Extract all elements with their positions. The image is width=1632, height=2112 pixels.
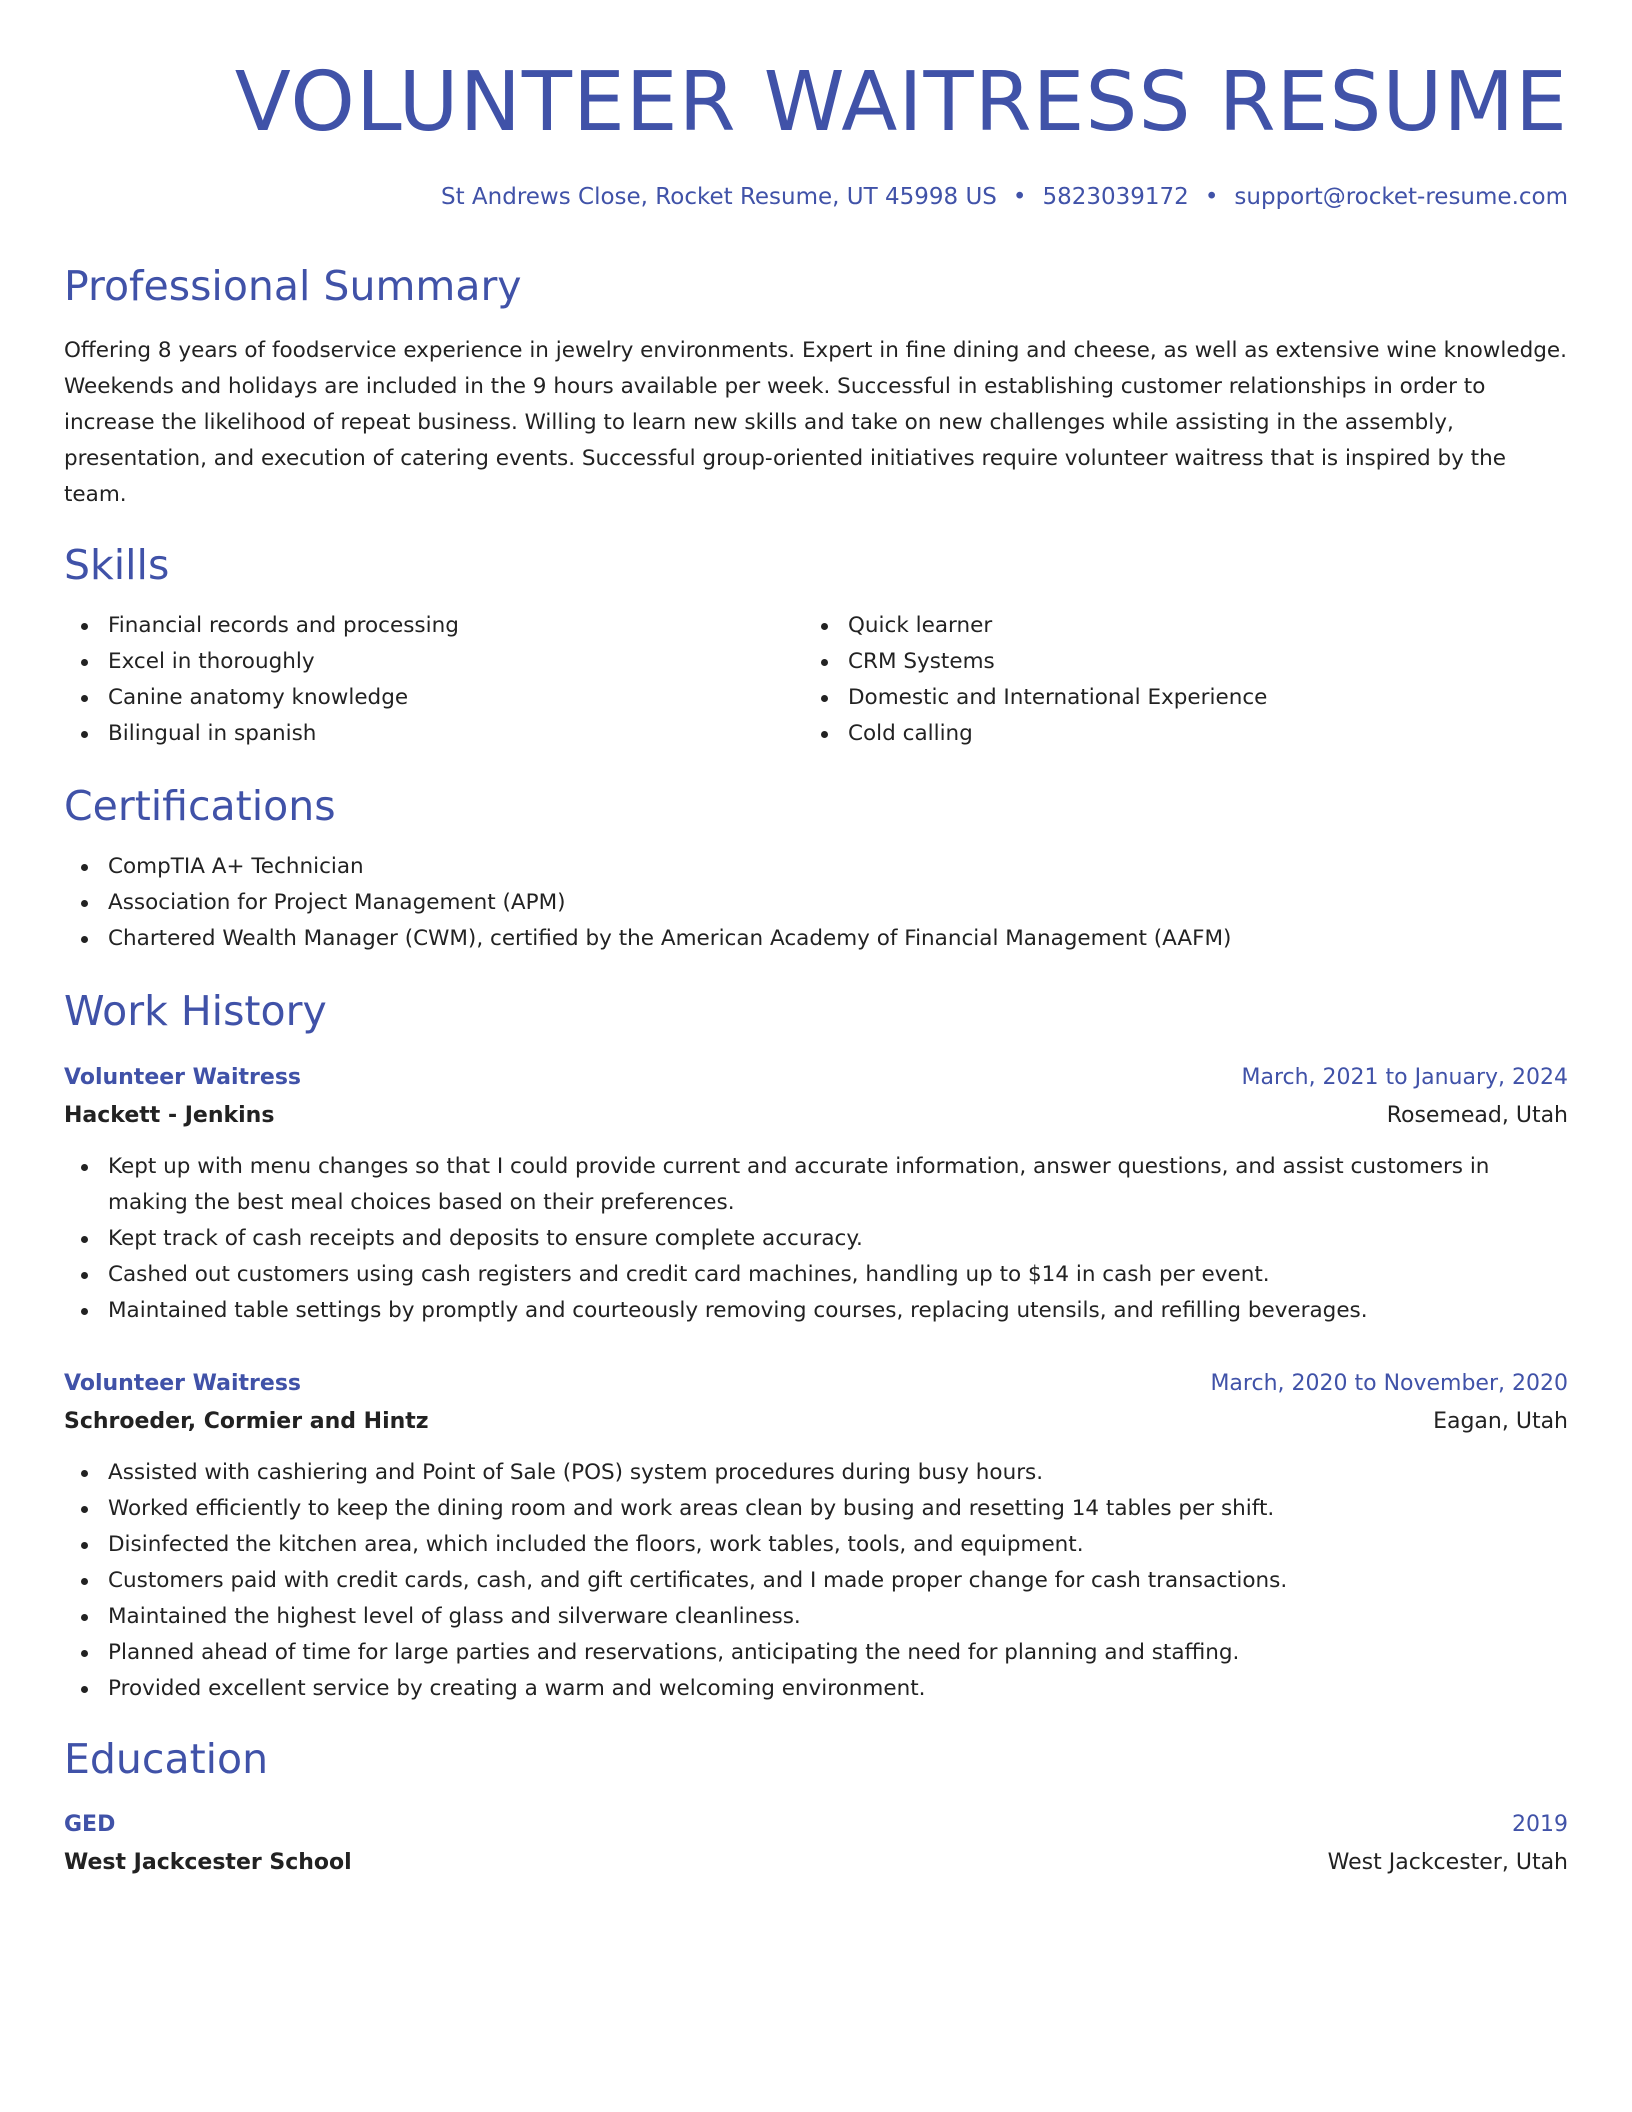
job-location: Rosemead, Utah	[1386, 1102, 1568, 1128]
skills-grid	[64, 608, 1568, 752]
education-year: 2019	[1512, 1811, 1568, 1837]
skills-heading: Skills	[64, 541, 170, 590]
skills-section	[64, 541, 1568, 752]
education-school: West Jackcester School	[64, 1849, 352, 1875]
job-employer-row	[64, 1097, 1568, 1135]
skill-item: Quick learner	[804, 608, 1544, 644]
contact-separator: •	[1012, 184, 1027, 211]
skill-item: Excel in thoroughly	[64, 644, 804, 680]
skill-item: Canine anatomy knowledge	[64, 680, 804, 716]
job-duty-item: Provided excellent service by creating a warm and welcoming environment.	[64, 1671, 1568, 1707]
certification-item: CompTIA A+ Technician	[64, 849, 1568, 885]
job-duties-list	[64, 1149, 1568, 1329]
job-location: Eagan, Utah	[1433, 1408, 1568, 1434]
job-title-row	[64, 1059, 1568, 1097]
summary-section	[64, 262, 1568, 513]
job-duty-item: Cashed out customers using cash registers and credit card machines, handling up to $14 in cash per event.	[64, 1257, 1568, 1293]
job-title: Volunteer Waitress	[64, 1370, 302, 1396]
job-entry	[64, 1059, 1568, 1329]
education-location: West Jackcester, Utah	[1327, 1849, 1568, 1875]
contact-email: support@rocket-resume.com	[1234, 184, 1568, 211]
work-history-heading: Work History	[64, 987, 327, 1036]
job-duty-item: Customers paid with credit cards, cash, and gift certificates, and I made proper change for cash transactions.	[64, 1563, 1568, 1599]
job-duty-item: Maintained table settings by promptly and courteously removing courses, replacing utensils, and refilling beverages.	[64, 1293, 1568, 1329]
summary-heading: Professional Summary	[64, 261, 522, 310]
skills-left-list	[64, 608, 804, 752]
job-duty-item: Kept track of cash receipts and deposits to ensure complete accuracy.	[64, 1221, 1568, 1257]
certifications-list	[64, 849, 1568, 957]
job-employer: Schroeder, Cormier and Hintz	[64, 1408, 429, 1434]
contact-phone: 5823039172	[1042, 184, 1189, 211]
education-school-row	[64, 1844, 1568, 1882]
certifications-section	[64, 782, 1568, 957]
education-entry	[64, 1806, 1568, 1882]
education-heading: Education	[64, 1734, 269, 1783]
job-duties-list	[64, 1455, 1568, 1707]
job-employer: Hackett - Jenkins	[64, 1102, 275, 1128]
job-duty-item: Planned ahead of time for large parties and reservations, anticipating the need for planning and staffing.	[64, 1635, 1568, 1671]
job-employer-row	[64, 1403, 1568, 1441]
skill-item: Domestic and International Experience	[804, 680, 1544, 716]
certification-item: Chartered Wealth Manager (CWM), certified by the American Academy of Financial Management (AAFM)	[64, 921, 1568, 957]
job-title: Volunteer Waitress	[64, 1064, 302, 1090]
job-duty-item: Disinfected the kitchen area, which included the floors, work tables, tools, and equipment.	[64, 1527, 1568, 1563]
job-duty-item: Maintained the highest level of glass and silverware cleanliness.	[64, 1599, 1568, 1635]
contact-line	[64, 184, 1568, 212]
job-dates: March, 2020 to November, 2020	[1210, 1370, 1568, 1396]
education-degree-row	[64, 1806, 1568, 1844]
contact-address: St Andrews Close, Rocket Resume, UT 45998 US	[440, 184, 997, 211]
skill-item: Financial records and processing	[64, 608, 804, 644]
certifications-heading: Certifications	[64, 782, 336, 831]
education-degree: GED	[64, 1811, 116, 1837]
skills-right-list	[804, 608, 1544, 752]
work-history-section	[64, 987, 1568, 1706]
job-duty-item: Worked efficiently to keep the dining room and work areas clean by busing and resetting 14 tables per shift.	[64, 1491, 1568, 1527]
resume-title: VOLUNTEER WAITRESS RESUME	[234, 55, 1568, 150]
contact-separator: •	[1204, 184, 1219, 211]
job-duty-item: Assisted with cashiering and Point of Sale (POS) system procedures during busy hours.	[64, 1455, 1568, 1491]
job-dates: March, 2021 to January, 2024	[1241, 1064, 1568, 1090]
job-entry	[64, 1365, 1568, 1707]
job-title-row	[64, 1365, 1568, 1403]
skill-item: Cold calling	[804, 716, 1544, 752]
skill-item: Bilingual in spanish	[64, 716, 804, 752]
summary-text: Offering 8 years of foodservice experience in jewelry environments. Expert in fine dining and cheese, as well as extensive wine knowledge. Weekends and holidays are included in the 9 hours available per week. Successful in establishing customer relationships in order to increase the likelihood of repeat business. Willing to learn new skills and take on new challenges while assisting in the assembly, presentation, and execution of catering events. Successful group-oriented initiatives require volunteer waitress that is inspired by the team.	[64, 338, 1567, 508]
job-duty-item: Kept up with menu changes so that I could provide current and accurate information, answer questions, and assist customers in making the best meal choices based on their preferences.	[64, 1149, 1568, 1221]
education-section	[64, 1735, 1568, 1882]
certification-item: Association for Project Management (APM)	[64, 885, 1568, 921]
skill-item: CRM Systems	[804, 644, 1544, 680]
resume-header	[64, 56, 1568, 212]
